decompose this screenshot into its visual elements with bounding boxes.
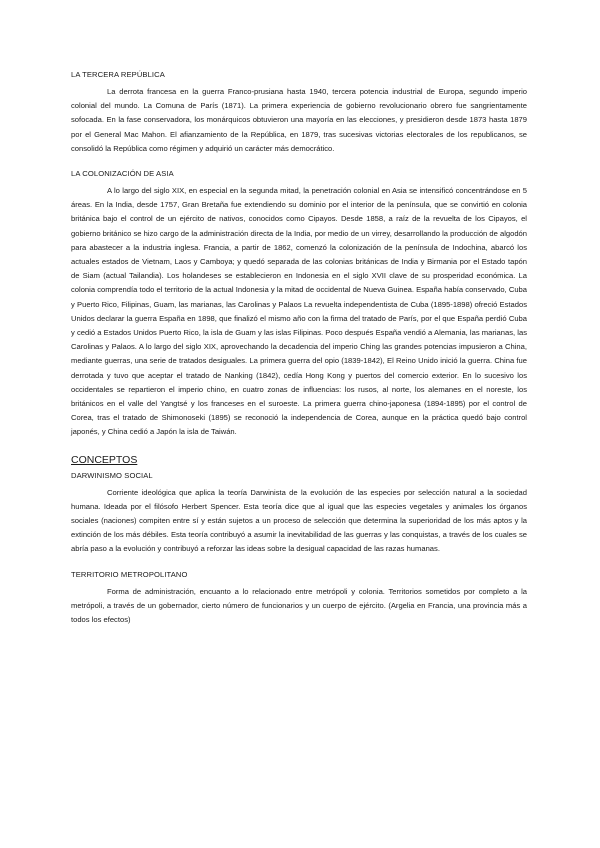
section-paragraph: A lo largo del siglo XIX, en especial en la segunda mitad, la penetración colonial en Asia se intensificó concentrándose en 5 áreas. En la India, desde 1757, Gran Bretaña fue extendiendo su dominio por el interior de la península, que se convirtió en colonia británica bajo el control de un ejército de nativos, conocidos como Cipayos. Desde 1858, a raíz de la revuelta de los Cipayos, el gobierno británico se hizo cargo de la administración directa de la India, por medio de un virrey, desarrollando la producción de algodón para abastecer a la industria inglesa. Francia, a partir de 1862, comenzó la colonización de la península de Indochina, abarcó los actuales estados de Vietnam, Laos y Camboya; y quedó separada de las colonias británicas de India y Birmania por el Estado tapón de Siam (actual Tailandia). Los holandeses se establecieron en Indonesia en el siglo XVII clave de su prosperidad económica. La colonia comprendía todo el territorio de la actual Indonesia y la mitad de occidental de Nueva Guinea. España había conservado, Cuba y Puerto Rico, Filipinas, Guam, las marianas, las Carolinas y Palaos La revuelta independentista de Cuba (1895-1898) ofreció Estados Unidos declarar la guerra España en 1898, que finalizó el mismo año con la firma del tratado de París, por el que España perdió Cuba y cedió a Estados Unidos Puerto Rico, la isla de Guam y las islas Filipinas. Poco después España vendió a Alemania, las marianas, las Carolinas y Palaos. A lo largo del siglo XIX, aprovechando la decadencia del imperio Ching las grandes potencias impusieron a China, mediante guerras, una serie de tratados desiguales. La primera guerra del opio (1839-1842), El Reino Unido inició la guerra. China fue derrotada y tuvo que aceptar el tratado de Nanking (1842), cedía Hong Kong y puertos del comercio exterior. En lo sucesivo los occidentales se repartieron el imperio chino, en cuatro zonas de influencias: los rusos, al norte, los alemanes en el noreste, los británicos en el valle del Yangtsé y los franceses en el suroeste. La primera guerra chino-japonesa (1894-1895) por el control de Corea, tras el tratado de Shimonoseki (1895) se reconoció la independencia de Corea, aunque en la práctica quedó bajo control japonés, y China cedió a Japón la isla de Taiwán. bbox=[71, 186, 527, 437]
concept-heading: TERRITORIO METROPOLITANO bbox=[71, 569, 188, 579]
section-heading: LA COLONIZACIÓN DE ASIA bbox=[71, 169, 174, 179]
concept-paragraph: Corriente ideológica que aplica la teoría Darwinista de la evolución de las especies por selección natural a la sociedad humana. Ideada por el filósofo Herbert Spencer. Esta teoría dice que al igual que las especies vegetales y animales los órganos sociales (naciones) compiten entre sí y están sujetos a un proceso de selección que determina la superioridad de los más aptos y la extinción de los más débiles. Esta teoría contribuyó a asumir la inevitabilidad de las guerras y las conquistas, a través de los cuales se abría paso a la evolución y contribuyó a reforzar las ideas sobre la desigual capacidad de las razas humanas. bbox=[71, 487, 527, 554]
section-paragraph: La derrota francesa en la guerra Franco-prusiana hasta 1940, tercera potencia industrial de Europa, segundo imperio colonial del mundo. La Comuna de París (1871). La primera experiencia de gobierno revolucionario obrero fue sangrientamente sofocada. En la fase conservadora, los monárquicos obtuvieron una mayoría en las elecciones, y presidieron desde 1873 hasta 1879 por el General Mac Mahon. El afianzamiento de la República, en 1879, tras sucesivas victorias electorales de los republicanos, se consolidó la República como régimen y adquirió un carácter más democrático. bbox=[71, 87, 527, 153]
section-colonizacion-asia bbox=[71, 169, 527, 440]
concepts-section bbox=[71, 454, 527, 628]
concepts-title: CONCEPTOS bbox=[71, 453, 138, 466]
concept-territorio-metropolitano bbox=[71, 570, 527, 628]
section-heading: LA TERCERA REPÚBLICA bbox=[71, 70, 165, 79]
concept-paragraph: Forma de administración, encuanto a lo relacionado entre metrópoli y colonia. Territorios sometidos por completo a la metrópoli, a través de un gobernador, cierto número de funcionarios y un cuerpo de ejército. (Argelia en Francia, una provincia más a todos los efectos) bbox=[71, 586, 527, 625]
section-tercera-republica bbox=[71, 70, 527, 156]
concept-heading: DARWINISMO SOCIAL bbox=[71, 470, 153, 480]
concept-darwinismo-social bbox=[71, 471, 527, 557]
